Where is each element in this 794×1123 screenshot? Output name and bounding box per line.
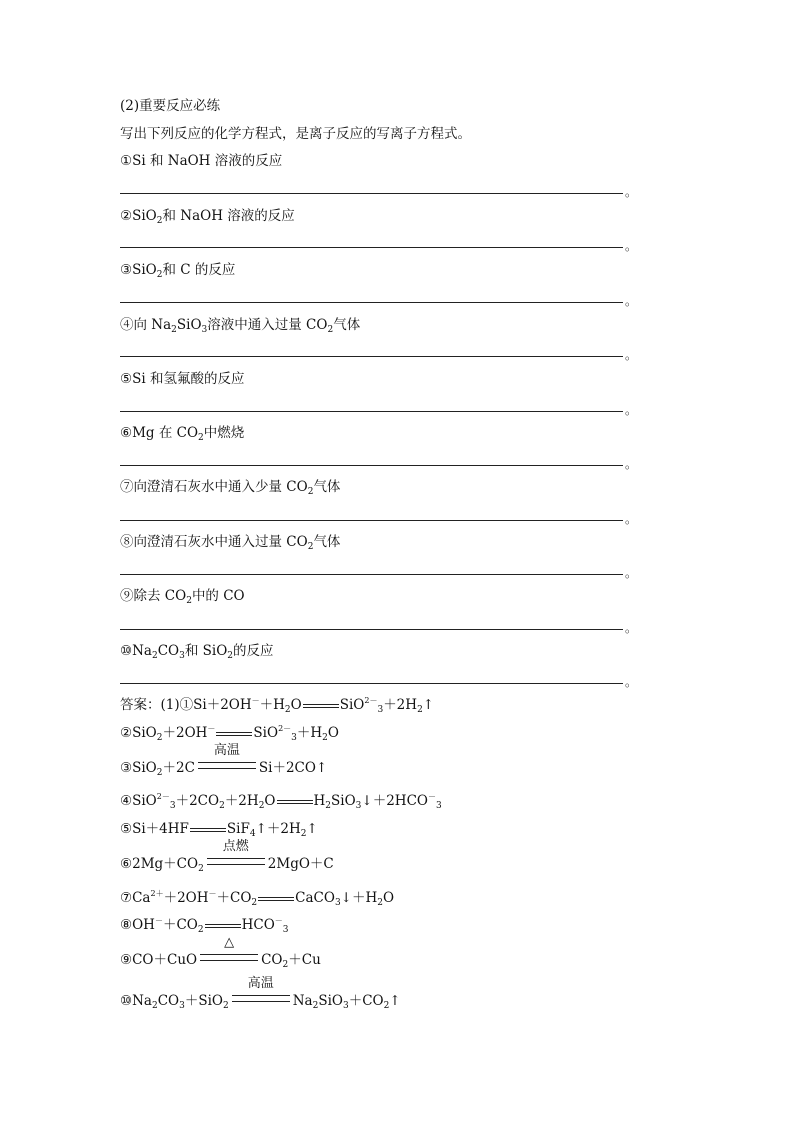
period-mark: 。 bbox=[625, 185, 638, 199]
answer-10: $⑩Na_2CO_3+SiO_2$ 高温 $Na_2SiO_3+CO_2↑$ bbox=[120, 976, 401, 1011]
answer-3: ③SiO$_2$＋2C 高温 Si＋2CO↑ bbox=[120, 743, 328, 778]
period-mark: 。 bbox=[625, 294, 638, 308]
question-4: ④向 $Na_2SiO_3$溶液中通入过量 $CO_2$气体 bbox=[120, 317, 361, 335]
answer-2: ②SiO$_2$＋2OH－ $SiO^{2-}_3+H_2O$ bbox=[120, 724, 339, 743]
period-mark: 。 bbox=[625, 621, 638, 635]
answer-blank-3[interactable] bbox=[120, 302, 623, 303]
answer-5: ⑤Si＋4HF $SiF_4↑+2H_2↑$ bbox=[120, 821, 318, 839]
period-mark: 。 bbox=[625, 675, 638, 689]
answer-9: ⑨CO＋CuO △ $CO_2+Cu$ bbox=[120, 935, 321, 970]
question-5: ⑤Si 和氢氟酸的反应 bbox=[120, 371, 245, 387]
period-mark: 。 bbox=[625, 512, 638, 526]
question-3: ③SiO$_2$和 C 的反应 bbox=[120, 262, 236, 280]
period-mark: 。 bbox=[625, 403, 638, 417]
answer-1: 答案：$(1)①Si+2OH^-+H_2O$ $SiO^{2-}_3+2H_2↑$ bbox=[120, 696, 435, 715]
answer-blank-7[interactable] bbox=[120, 520, 623, 521]
answer-blank-4[interactable] bbox=[120, 356, 623, 357]
period-mark: 。 bbox=[625, 348, 638, 362]
reaction-condition: 高温 bbox=[198, 760, 256, 776]
equals-sign bbox=[258, 892, 294, 906]
reaction-condition: 点燃 bbox=[207, 856, 265, 872]
equals-sign bbox=[216, 727, 252, 741]
answer-blank-2[interactable] bbox=[120, 247, 623, 248]
answer-blank-10[interactable] bbox=[120, 683, 623, 684]
section-heading: (2)重要反应必练 bbox=[120, 98, 221, 114]
period-mark: 。 bbox=[625, 457, 638, 471]
period-mark: 。 bbox=[625, 239, 638, 253]
answer-blank-5[interactable] bbox=[120, 411, 623, 412]
period-mark: 。 bbox=[625, 566, 638, 580]
question-6: ⑥Mg 在 $CO_2$中燃烧 bbox=[120, 425, 245, 443]
reaction-condition: △ bbox=[200, 952, 258, 968]
question-7: ⑦向澄清石灰水中通入少量 $CO_2$气体 bbox=[120, 479, 341, 497]
question-9: ⑨除去 $CO_2$中的 CO bbox=[120, 588, 245, 606]
answer-blank-9[interactable] bbox=[120, 629, 623, 630]
question-8: ⑧向澄清石灰水中通入过量 $CO_2$气体 bbox=[120, 534, 341, 552]
answer-blank-8[interactable] bbox=[120, 574, 623, 575]
instruction: 写出下列反应的化学方程式，是离子反应的写离子方程式。 bbox=[120, 126, 471, 142]
answer-8: $⑧OH^-+CO_2$ $HCO^-_3$ bbox=[120, 916, 289, 935]
answer-7: $⑦Ca^{2+}+2OH^-+CO_2$ $CaCO_3↓+H_2O$ bbox=[120, 889, 395, 908]
answer-blank-6[interactable] bbox=[120, 465, 623, 466]
question-10: $⑩Na_2CO_3$和 SiO$_2$的反应 bbox=[120, 643, 274, 661]
equals-sign bbox=[303, 699, 339, 713]
question-2: ②SiO$_2$和 NaOH 溶液的反应 bbox=[120, 208, 295, 226]
answer-blank-1[interactable] bbox=[120, 193, 623, 194]
equals-sign bbox=[205, 919, 241, 933]
reaction-condition: 高温 bbox=[232, 993, 290, 1009]
equals-sign bbox=[277, 795, 313, 809]
answer-4: $④SiO^{2-}_3+2CO_2+2H_2O$ $H_2SiO_3↓+2HCO^-_3$ bbox=[120, 792, 442, 811]
equals-sign bbox=[190, 823, 226, 837]
question-1: ①Si 和 NaOH 溶液的反应 bbox=[120, 153, 283, 169]
answer-6: $⑥2Mg+CO_2$ 点燃 2MgO＋C bbox=[120, 839, 334, 874]
